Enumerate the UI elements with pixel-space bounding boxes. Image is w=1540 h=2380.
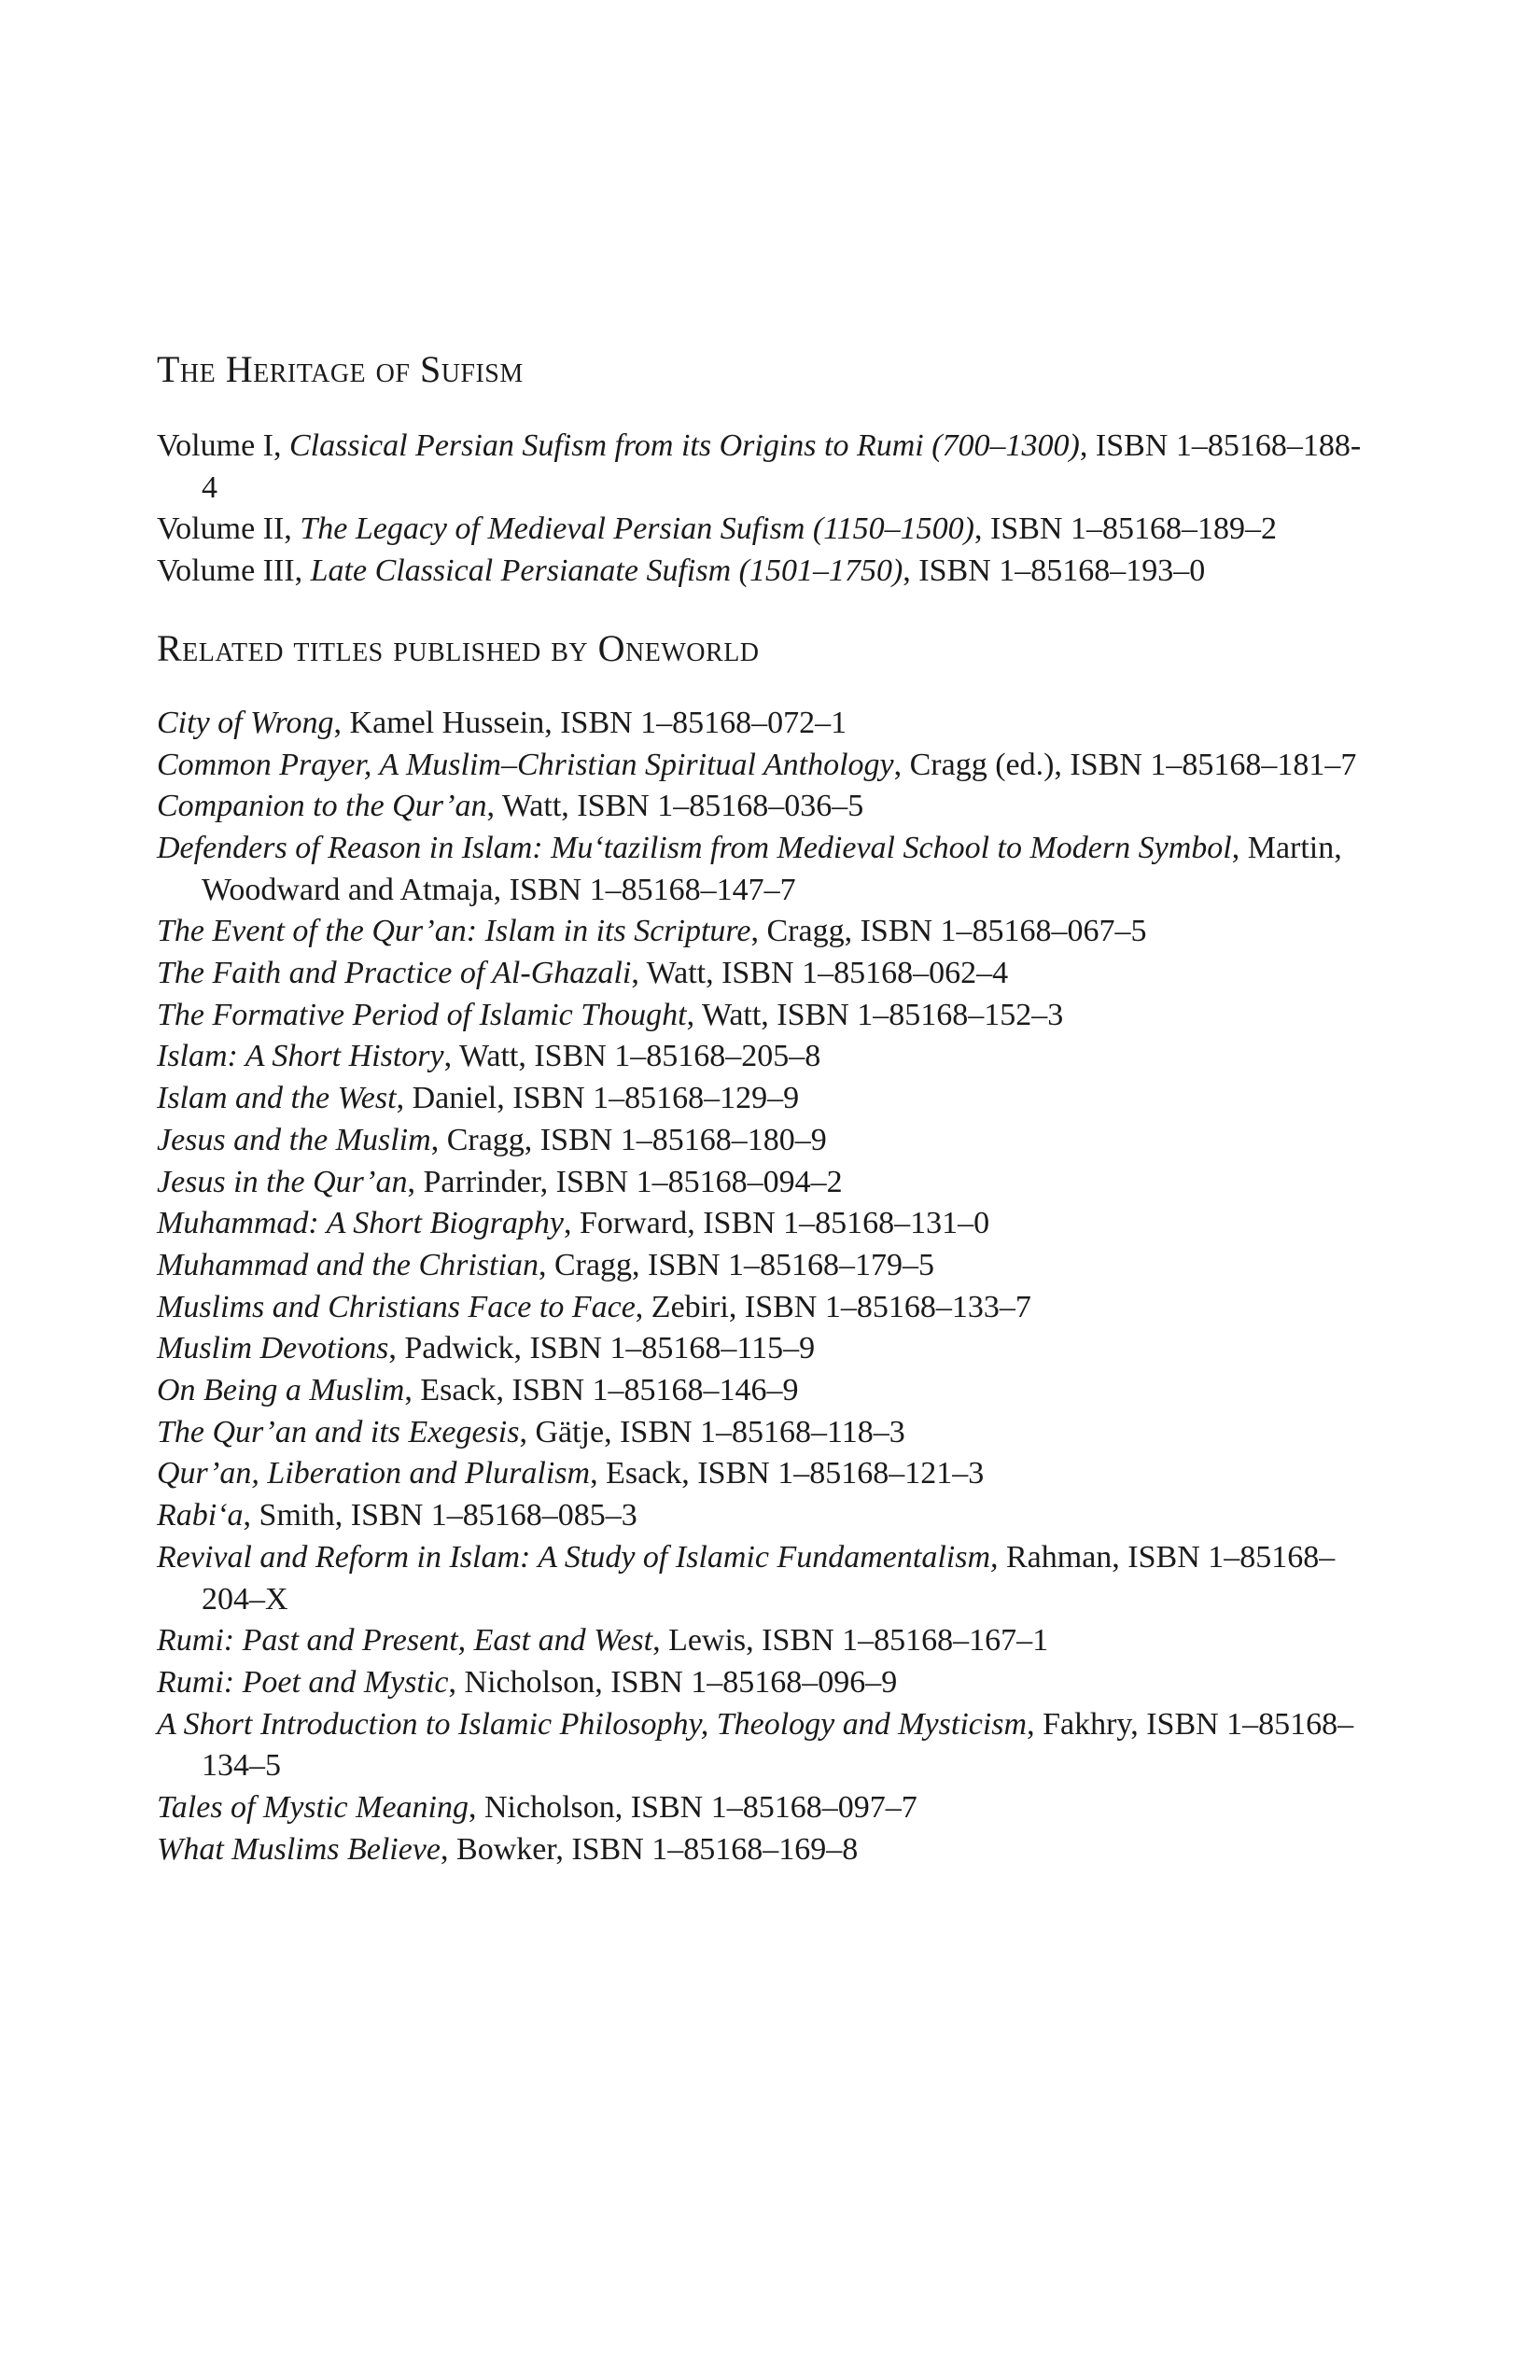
volume-entry [157, 551, 1370, 593]
volume-isbn: , ISBN 1–85168–189–2 [974, 511, 1277, 547]
book-entry [157, 1036, 1370, 1078]
book-title: City of Wrong [157, 705, 334, 740]
book-entry [157, 1495, 1370, 1537]
book-entry [157, 1245, 1370, 1287]
volume-entry [157, 509, 1370, 551]
book-details: , Forward, ISBN 1–85168–131–0 [564, 1206, 990, 1241]
book-title: Qur’an, Liberation and Pluralism [157, 1456, 591, 1491]
book-entry [157, 1162, 1370, 1204]
book-details: , Cragg (ed.), ISBN 1–85168–181–7 [893, 747, 1357, 782]
book-entry [157, 1829, 1370, 1871]
volume-label: Volume III, [157, 553, 303, 589]
book-title: Tales of Mystic Meaning [157, 1790, 469, 1826]
related-title-list [157, 703, 1370, 1871]
book-title: Rabi‘a [157, 1498, 244, 1533]
book-entry [157, 786, 1370, 828]
book-details: , Lewis, ISBN 1–85168–167–1 [652, 1623, 1049, 1659]
book-title: Muslims and Christians Face to Face [157, 1289, 636, 1324]
book-title: Revival and Reform in Islam: A Study of Islamic Fundamentalism, [157, 1539, 999, 1575]
book-list-page [157, 347, 1370, 1871]
book-title: Muslim Devotions [157, 1331, 389, 1366]
book-entry [157, 911, 1370, 953]
book-entry [157, 1787, 1370, 1829]
book-details: , Fakhry, ISBN 1–85168–134–5 [202, 1706, 1354, 1784]
book-details: , Martin, Woodward and Atmaja, ISBN 1–85168–147–7 [202, 830, 1342, 907]
volume-title: Late Classical Persianate Sufism (1501–1750) [310, 553, 903, 589]
book-entry [157, 1120, 1370, 1162]
volume-isbn: , ISBN 1–85168–193–0 [903, 553, 1206, 589]
book-details: , Nicholson, ISBN 1–85168–096–9 [448, 1664, 898, 1700]
book-details: , Nicholson, ISBN 1–85168–097–7 [469, 1790, 917, 1826]
book-title: Common Prayer, A Muslim–Christian Spiritual Anthology [157, 747, 894, 782]
book-entry [157, 745, 1370, 787]
book-details: , Watt, ISBN 1–85168–152–3 [686, 997, 1064, 1032]
book-title: Defenders of Reason in Islam: Mu‘tazilism from Medieval School to Modern Symbol [157, 830, 1232, 865]
book-entry [157, 1704, 1370, 1787]
book-details: , Watt, ISBN 1–85168–036–5 [486, 789, 864, 824]
book-entry [157, 1203, 1370, 1245]
book-entry [157, 1370, 1370, 1412]
book-entry [157, 1287, 1370, 1329]
book-title: The Event of the Qur’an: Islam in its Scripture [157, 914, 751, 949]
book-details: , Watt, ISBN 1–85168–062–4 [631, 956, 1009, 991]
book-title: A Short Introduction to Islamic Philosophy, Theology and Mysticism [157, 1706, 1028, 1742]
volume-list [157, 426, 1370, 593]
book-details: Rahman, ISBN 1–85168–204–X [202, 1539, 1336, 1617]
book-entry [157, 703, 1370, 745]
book-title: Islam: A Short History [157, 1039, 444, 1074]
volume-label: Volume I, [157, 428, 282, 463]
volume-title: Classical Persian Sufism from its Origins to Rumi (700–1300) [288, 428, 1080, 463]
book-details: , Kamel Hussein, ISBN 1–85168–072–1 [333, 705, 847, 740]
book-entry [157, 1453, 1370, 1495]
book-details: , Esack, ISBN 1–85168–121–3 [590, 1456, 985, 1491]
book-title: Rumi: Poet and Mystic [157, 1664, 449, 1700]
book-title: Rumi: Past and Present, East and West [157, 1623, 653, 1659]
heritage-heading: The Heritage of Sufism [157, 348, 524, 390]
book-entry [157, 953, 1370, 995]
volume-entry [157, 426, 1370, 509]
book-entry [157, 1412, 1370, 1454]
book-details: , Cragg, ISBN 1–85168–067–5 [750, 914, 1147, 949]
book-details: , Bowker, ISBN 1–85168–169–8 [441, 1831, 859, 1867]
book-title: What Muslims Believe [157, 1831, 441, 1867]
book-title: Companion to the Qur’an [157, 789, 487, 824]
book-details: , Watt, ISBN 1–85168–205–8 [443, 1039, 821, 1074]
book-details: , Zebiri, ISBN 1–85168–133–7 [635, 1289, 1031, 1324]
book-entry [157, 1078, 1370, 1120]
book-title: The Faith and Practice of Al-Ghazali [157, 956, 632, 991]
book-details: , Daniel, ISBN 1–85168–129–9 [396, 1081, 800, 1116]
book-details: , Parrinder, ISBN 1–85168–094–2 [407, 1164, 843, 1199]
book-title: The Formative Period of Islamic Thought [157, 997, 687, 1032]
book-entry [157, 828, 1370, 911]
volume-isbn: , ISBN 1–85168–188-4 [202, 428, 1362, 505]
related-heading: Related titles published by Oneworld [157, 626, 760, 669]
book-entry [157, 995, 1370, 1037]
book-title: Islam and the West [157, 1081, 397, 1116]
book-details: , Smith, ISBN 1–85168–085–3 [243, 1498, 637, 1533]
book-details: , Padwick, ISBN 1–85168–115–9 [388, 1331, 816, 1366]
volume-title: The Legacy of Medieval Persian Sufism (1150–1500) [300, 511, 974, 547]
book-entry [157, 1537, 1370, 1620]
volume-label: Volume II, [157, 511, 292, 547]
book-entry [157, 1662, 1370, 1704]
book-details: , Gätje, ISBN 1–85168–118–3 [519, 1414, 905, 1449]
book-details: , Cragg, ISBN 1–85168–180–9 [430, 1122, 827, 1157]
book-title: On Being a Muslim [157, 1373, 405, 1408]
book-entry [157, 1620, 1370, 1662]
book-details: , Cragg, ISBN 1–85168–179–5 [538, 1247, 935, 1282]
book-title: Muhammad and the Christian [157, 1247, 539, 1282]
book-title: The Qur’an and its Exegesis [157, 1414, 520, 1449]
book-title: Muhammad: A Short Biography [157, 1206, 565, 1241]
book-title: Jesus and the Muslim [157, 1122, 431, 1157]
book-entry [157, 1328, 1370, 1370]
book-title: Jesus in the Qur’an [157, 1164, 408, 1199]
book-details: , Esack, ISBN 1–85168–146–9 [404, 1373, 799, 1408]
